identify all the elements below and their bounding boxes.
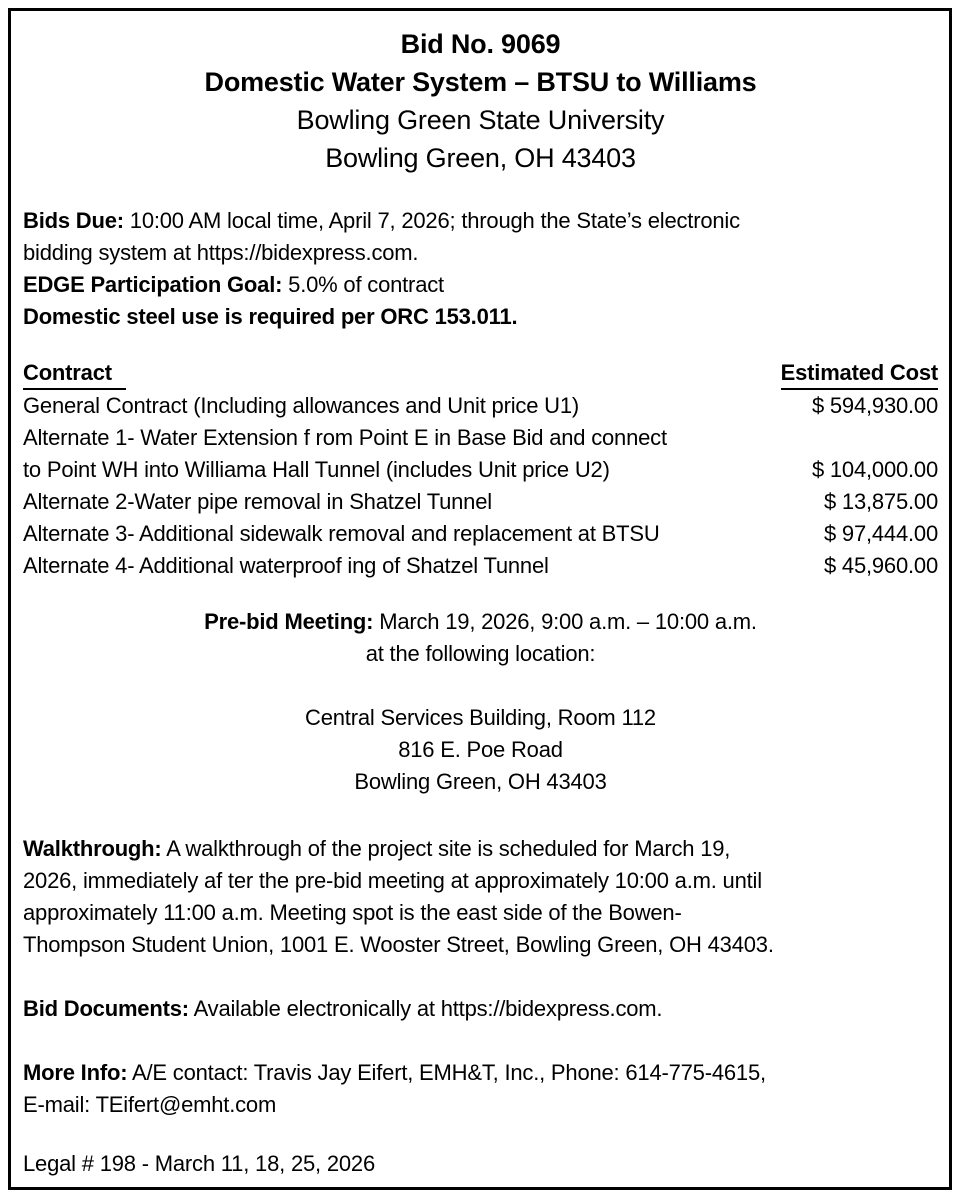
- walkthrough-line1: [23, 833, 938, 865]
- more-info-label: More Info:: [23, 1060, 128, 1085]
- prebid-location-intro: at the following location:: [365, 641, 596, 666]
- row-description: Alternate 1- Water Extension f rom Point E in Base Bid and connect: [23, 425, 667, 450]
- bid-number: Bid No. 9069: [400, 29, 561, 59]
- edge-goal-label: EDGE Participation Goal:: [23, 272, 283, 297]
- bid-documents-section: [23, 993, 938, 1025]
- prebid-meeting-section: [23, 606, 938, 798]
- table-header-row: [23, 358, 938, 390]
- table-row: [23, 422, 938, 486]
- document-header: [23, 25, 938, 177]
- legal-line: Legal # 198 - March 11, 18, 25, 2026: [23, 1151, 375, 1176]
- row-description: Alternate 3- Additional sidewalk removal and replacement at BTSU: [23, 521, 660, 546]
- bid-summary-section: [23, 205, 938, 333]
- row-description: General Contract (Including allowances and Unit price U1): [23, 393, 579, 418]
- bids-due-line1: [23, 205, 938, 237]
- contract-cost-table: [23, 358, 938, 582]
- estimated-cost-column-header: Estimated Cost: [781, 358, 938, 390]
- bids-due-line2: bidding system at https://bidexpress.com.: [23, 240, 419, 265]
- table-row: [23, 390, 938, 422]
- row-cost: $ 97,444.00: [823, 521, 938, 546]
- walkthrough-line3: approximately 11:00 a.m. Meeting spot is the east side of the Bowen-: [23, 900, 682, 925]
- edge-goal-line: [23, 269, 938, 301]
- table-row: [23, 486, 938, 518]
- more-info-text: A/E contact: Travis Jay Eifert, EMH&T, Inc., Phone: 614-775-4615,: [127, 1060, 766, 1085]
- more-info-section: [23, 1057, 938, 1121]
- row-cost: $ 45,960.00: [823, 553, 938, 578]
- more-info-line2: E-mail: TEifert@emht.com: [23, 1092, 277, 1117]
- edge-goal-text: 5.0% of contract: [282, 272, 444, 297]
- domestic-steel-line: Domestic steel use is required per ORC 153.011.: [23, 304, 518, 329]
- walkthrough-text: A walkthrough of the project site is scheduled for March 19,: [161, 836, 731, 861]
- contract-column-header: Contract: [23, 358, 126, 390]
- prebid-location-street: 816 E. Poe Road: [398, 737, 563, 762]
- row-cost: $ 104,000.00: [811, 457, 938, 482]
- walkthrough-line4: Thompson Student Union, 1001 E. Wooster Street, Bowling Green, OH 43403.: [23, 932, 774, 957]
- bids-due-label: Bids Due:: [23, 208, 124, 233]
- bid-documents-label: Bid Documents:: [23, 996, 189, 1021]
- more-info-line1: [23, 1057, 938, 1089]
- prebid-meeting-text: March 19, 2026, 9:00 a.m. – 10:00 a.m.: [373, 609, 757, 634]
- bid-documents-line: [23, 993, 938, 1025]
- walkthrough-section: [23, 833, 938, 961]
- walkthrough-label: Walkthrough:: [23, 836, 162, 861]
- row-description-line2: to Point WH into Williama Hall Tunnel (includes Unit price U2): [23, 457, 610, 482]
- legal-notice: [23, 1148, 938, 1180]
- row-cost: $ 13,875.00: [823, 489, 938, 514]
- prebid-meeting-line: [23, 606, 938, 638]
- row-description: Alternate 2-Water pipe removal in Shatzel Tunnel: [23, 489, 492, 514]
- bid-notice-document: [8, 8, 952, 1190]
- row-cost: $ 594,930.00: [811, 393, 938, 418]
- bid-documents-text: Available electronically at https://bidexpress.com.: [188, 996, 663, 1021]
- prebid-location-building: Central Services Building, Room 112: [305, 705, 656, 730]
- walkthrough-line2: 2026, immediately af ter the pre-bid meeting at approximately 10:00 a.m. until: [23, 868, 762, 893]
- university-city: Bowling Green, OH 43403: [325, 143, 636, 173]
- table-row: [23, 518, 938, 550]
- table-row: [23, 550, 938, 582]
- prebid-meeting-label: Pre-bid Meeting:: [204, 609, 374, 634]
- bids-due-text: 10:00 AM local time, April 7, 2026; through the State’s electronic: [123, 208, 740, 233]
- row-description: Alternate 4- Additional waterproof ing of Shatzel Tunnel: [23, 553, 549, 578]
- university-name: Bowling Green State University: [296, 105, 665, 135]
- prebid-location-city: Bowling Green, OH 43403: [354, 769, 607, 794]
- project-title: Domestic Water System – BTSU to Williams: [204, 67, 757, 97]
